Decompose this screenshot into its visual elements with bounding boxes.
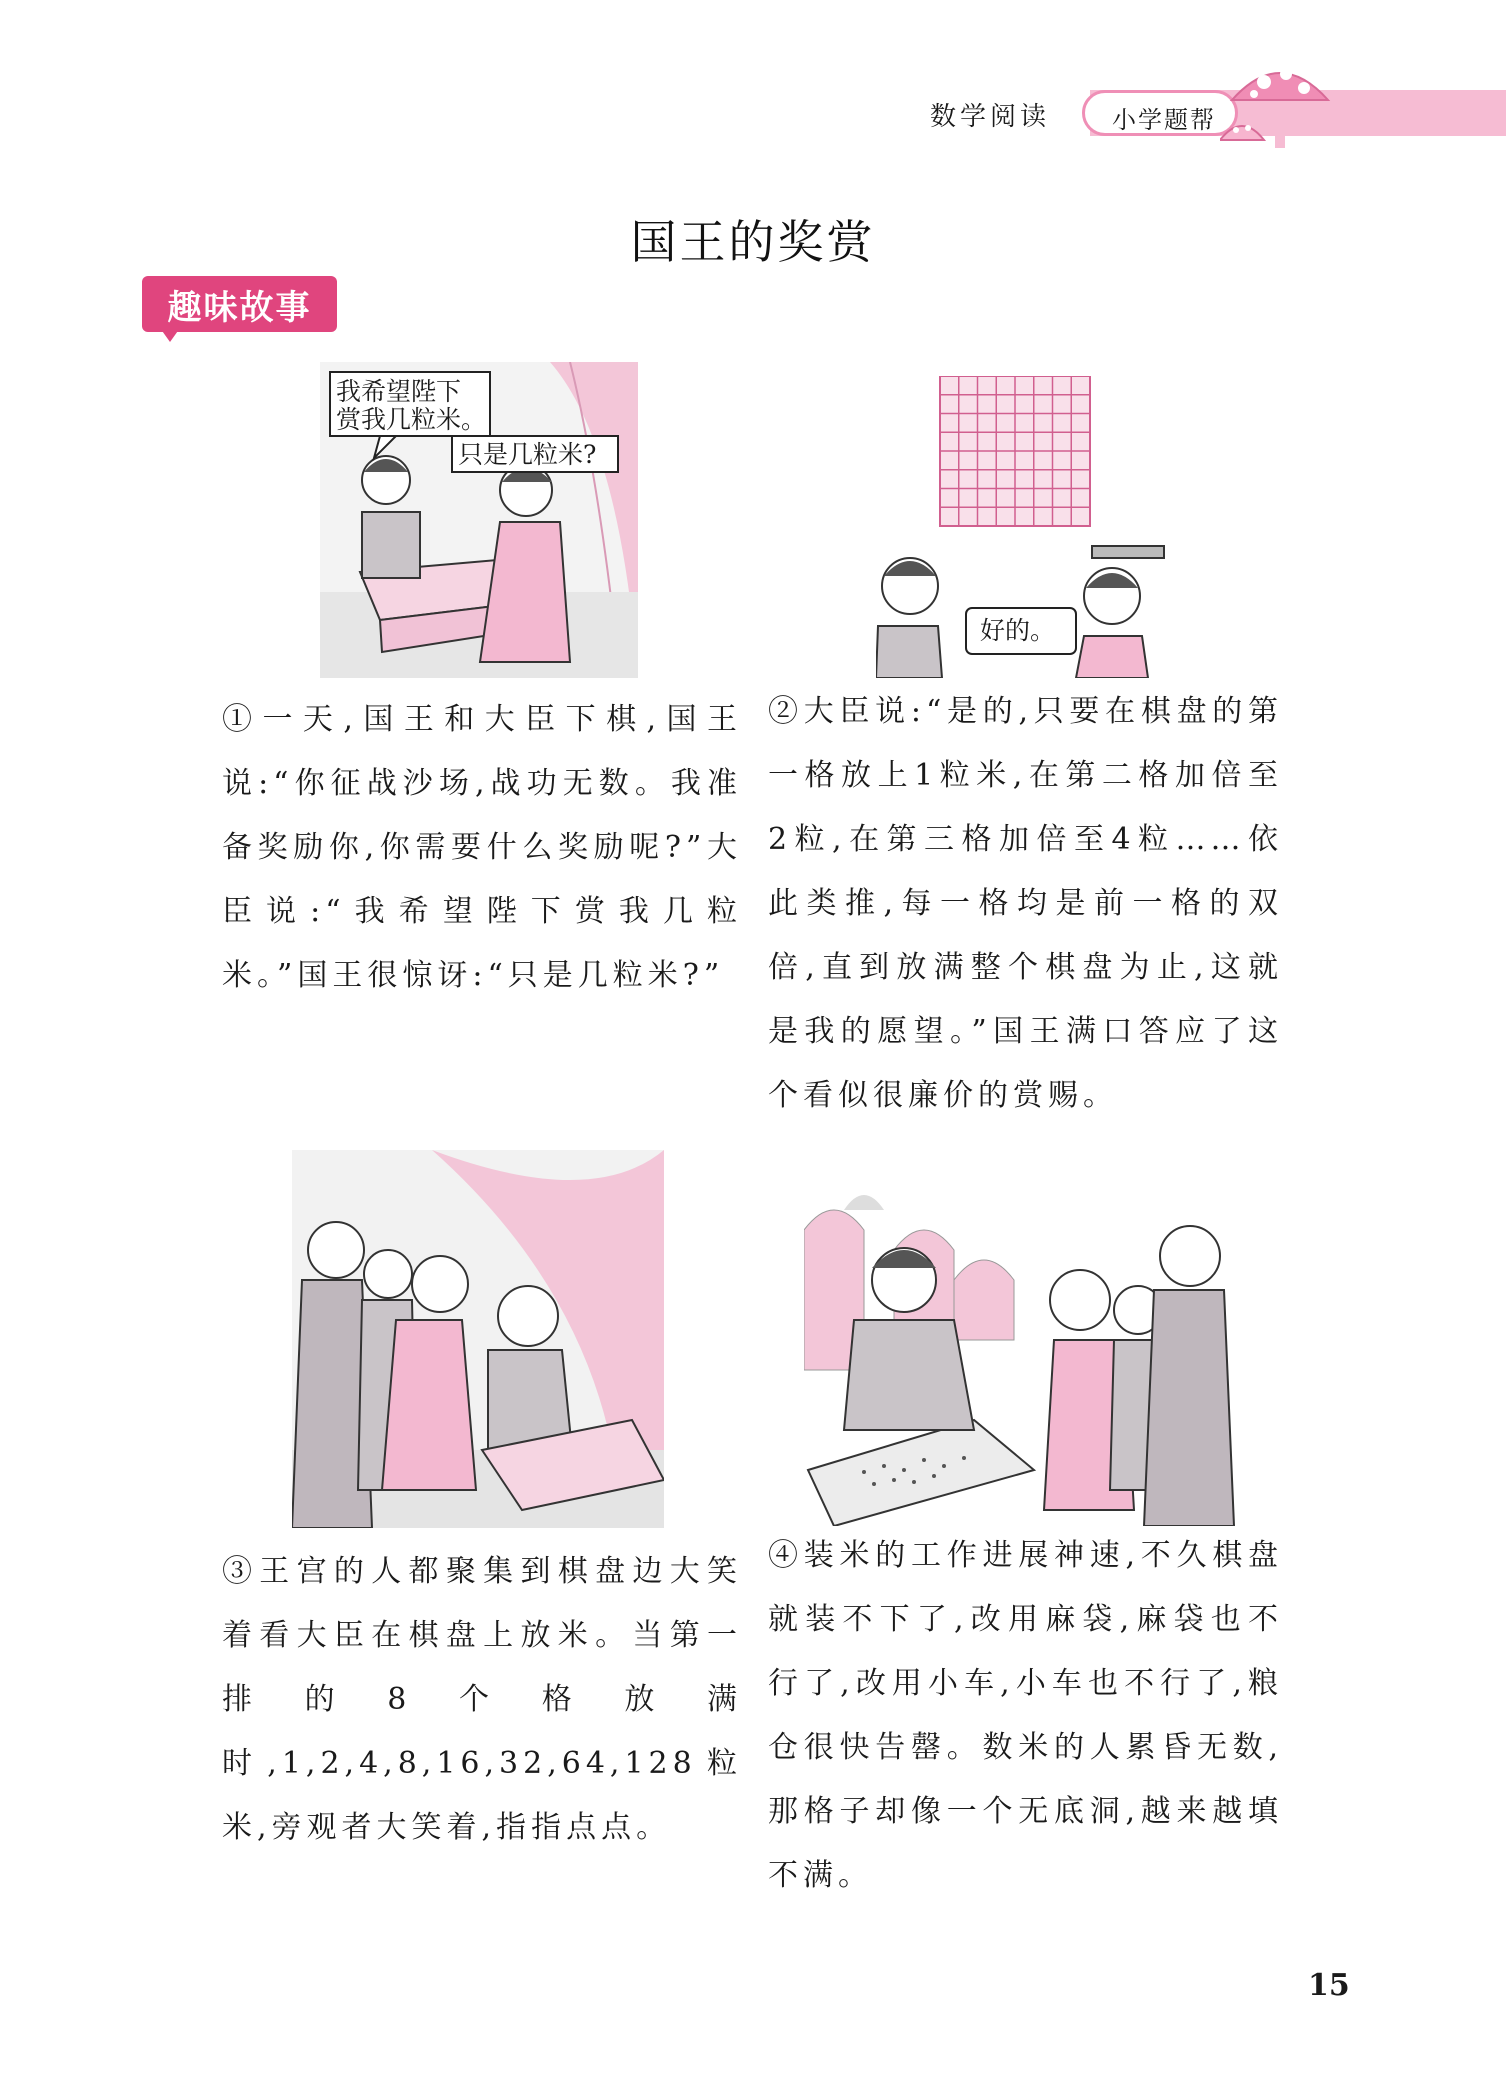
story-tag-label: 趣味故事 — [167, 288, 312, 328]
section-label: 数学阅读 — [930, 102, 1051, 132]
page-number: 15 — [1308, 1968, 1350, 2003]
panel-3-illustration — [292, 1150, 664, 1528]
chessboard-grid — [940, 376, 1090, 526]
bubble-line-3: 只是几粒米? — [458, 440, 597, 469]
panel-2-illustration — [876, 376, 1176, 678]
panel-2-text: ②大臣说:“是的,只要在棋盘的第一格放上1粒米,在第二格加倍至2粒,在第三格加倍至4粒……依此类推,每一格均是前一格的双倍,直到放满整个棋盘为止,这就是我的愿望。”国王满口答应了这个看似很廉价的赏赐。 — [768, 694, 1283, 1113]
bubble-line-2: 赏我几粒米。 — [336, 405, 487, 434]
panel-3-text: ③王宫的人都聚集到棋盘边大笑着看大臣在棋盘上放米。当第一排的8个格放满时,1,2,4,8,16,32,64,128粒米,旁观者大笑着,指指点点。 — [222, 1554, 742, 1845]
brand-label: 小学题帮 — [1112, 106, 1216, 134]
story-tag-tail — [160, 328, 180, 342]
panel-4-text: ④装米的工作进展神速,不久棋盘就装不下了,改用麻袋,麻袋也不行了,改用小车,小车也不行了,粮仓很快告罄。数米的人累昏无数,那格子却像一个无底洞,越来越填不满。 — [768, 1538, 1283, 1893]
bubble-line-1: 我希望陛下 — [336, 377, 462, 406]
panel-4-illustration — [804, 1170, 1246, 1526]
panel-1-text: ①一天,国王和大臣下棋,国王说:“你征战沙场,战功无数。我准备奖励你,你需要什么奖励呢?”大臣说:“我希望陛下赏我几粒米。”国王很惊讶:“只是几粒米?” — [222, 702, 742, 993]
panel-1-illustration — [320, 362, 638, 678]
bubble-line-ok: 好的。 — [980, 616, 1056, 645]
mushroom-icon — [1220, 56, 1340, 152]
page-title: 国王的奖赏 — [630, 215, 876, 269]
